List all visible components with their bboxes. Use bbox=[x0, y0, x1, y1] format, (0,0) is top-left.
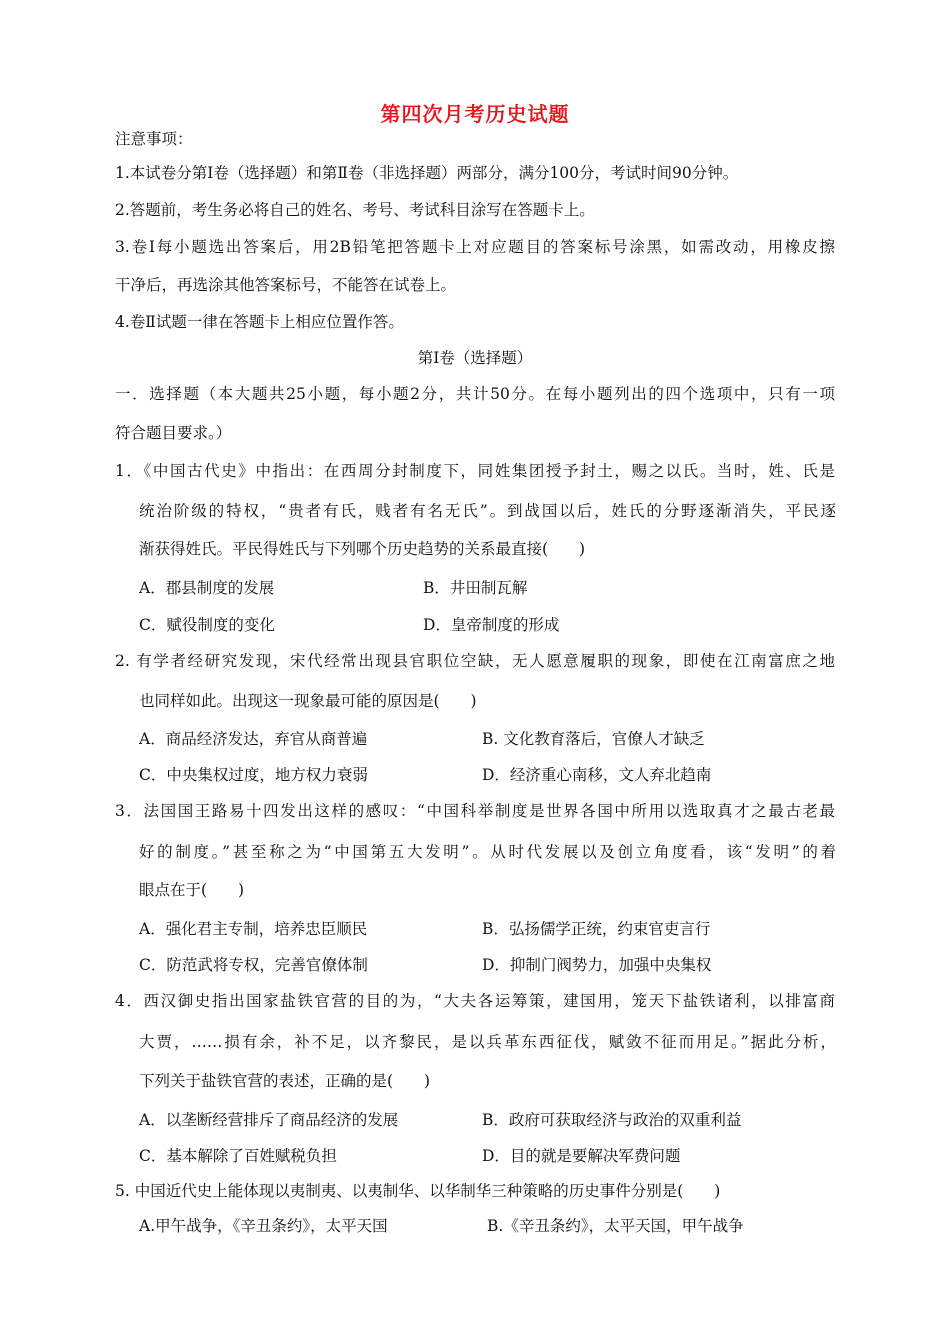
notice-item: 2.答题前，考生务必将自己的姓名、考号、考试科目涂写在答题卡上。 bbox=[115, 201, 595, 219]
question-stem: 1．《中国古代史》中指出：在西周分封制度下，同姓集团授予封土，赐之以氏。当时，姓、氏是 bbox=[115, 462, 835, 480]
question-stem: 5. 中国近代史上能体现以夷制夷、以夷制华、以华制华三种策略的历史事件分别是( ) bbox=[115, 1182, 721, 1200]
option-d: D．皇帝制度的形成 bbox=[423, 616, 560, 634]
question-stem: 也同样如此。出现这一现象最可能的原因是( ) bbox=[139, 692, 477, 710]
section-intro-line: 符合题目要求。） bbox=[115, 424, 232, 442]
option-c: C．赋役制度的变化 bbox=[139, 616, 275, 634]
notice-item: 干净后，再选涂其他答案标号，不能答在试卷上。 bbox=[115, 276, 457, 294]
option-d: D．经济重心南移，文人弃北趋南 bbox=[482, 766, 712, 784]
option-a: A．以垄断经营排斥了商品经济的发展 bbox=[139, 1111, 399, 1129]
question-stem: 眼点在于( ) bbox=[139, 881, 245, 899]
section-title: 第Ⅰ卷（选择题） bbox=[417, 349, 533, 367]
option-b: B.《辛丑条约》，太平天国，甲午战争 bbox=[487, 1217, 744, 1235]
notice-item: 3.卷Ⅰ每小题选出答案后，用2B铅笔把答题卡上对应题目的答案标号涂黑，如需改动，用橡皮擦 bbox=[115, 238, 835, 256]
notice-item: 4.卷Ⅱ试题一律在答题卡上相应位置作答。 bbox=[115, 313, 404, 331]
option-d: D．抑制门阀势力，加强中央集权 bbox=[482, 956, 712, 974]
option-c: C．中央集权过度，地方权力衰弱 bbox=[139, 766, 368, 784]
question-stem: 好的制度。”甚至称之为“中国第五大发明”。从时代发展以及创立角度看，该“发明”的着 bbox=[139, 843, 836, 861]
option-c: C．基本解除了百姓赋税负担 bbox=[139, 1147, 337, 1165]
option-b: B．政府可获取经济与政治的双重利益 bbox=[482, 1111, 742, 1129]
section-intro-line: 一．选择题（本大题共25小题，每小题2分，共计50分。在每小题列出的四个选项中，只有一项 bbox=[115, 385, 835, 403]
question-stem: 3．法国国王路易十四发出这样的感叹：“中国科举制度是世界各国中所用以选取真才之最古老最 bbox=[115, 802, 835, 820]
page-title: 第四次月考历史试题 bbox=[380, 102, 570, 126]
option-c: C．防范武将专权，完善官僚体制 bbox=[139, 956, 368, 974]
question-stem: 2. 有学者经研究发现，宋代经常出现县官职位空缺，无人愿意履职的现象，即使在江南富庶之地 bbox=[115, 652, 835, 670]
option-a: A.甲午战争，《辛丑条约》，太平天国 bbox=[139, 1217, 388, 1235]
option-d: D．目的就是要解决军费问题 bbox=[482, 1147, 681, 1165]
question-stem: 统治阶级的特权，“贵者有氏，贱者有名无氏”。到战国以后，姓氏的分野逐渐消失，平民逐 bbox=[139, 502, 836, 520]
notice-heading: 注意事项： bbox=[115, 130, 193, 148]
option-a: A．商品经济发达，弃官从商普遍 bbox=[139, 730, 368, 748]
option-b: B. 文化教育落后，官僚人才缺乏 bbox=[482, 730, 705, 748]
notice-item: 1.本试卷分第Ⅰ卷（选择题）和第Ⅱ卷（非选择题）两部分，满分100分，考试时间90分钟。 bbox=[115, 164, 739, 182]
option-b: B．弘扬儒学正统，约束官吏言行 bbox=[482, 920, 711, 938]
option-a: A．郡县制度的发展 bbox=[139, 579, 275, 597]
question-stem: 渐获得姓氏。平民得姓氏与下列哪个历史趋势的关系最直接( ) bbox=[139, 540, 586, 558]
question-stem: 下列关于盐铁官营的表述，正确的是( ) bbox=[139, 1072, 431, 1090]
option-a: A．强化君主专制，培养忠臣顺民 bbox=[139, 920, 368, 938]
question-stem: 大贾，……损有余，补不足，以齐黎民，是以兵革东西征伐，赋敛不征而用足。”据此分析， bbox=[139, 1033, 836, 1051]
option-b: B．井田制瓦解 bbox=[423, 579, 528, 597]
question-stem: 4．西汉御史指出国家盐铁官营的目的为，“大夫各运筹策，建国用，笼天下盐铁诸利，以排富商 bbox=[115, 992, 835, 1010]
